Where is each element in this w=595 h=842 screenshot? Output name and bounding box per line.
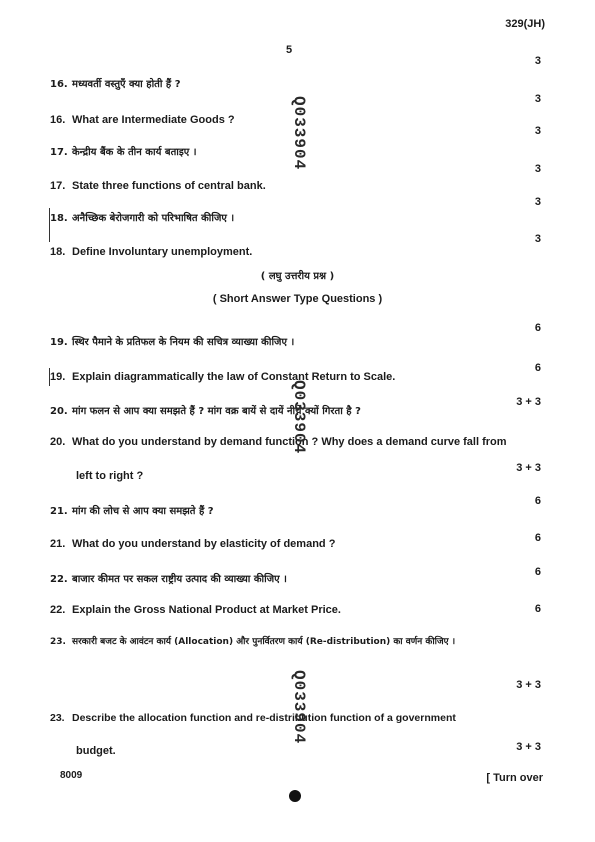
question-22-hindi: 22. बाजार कीमत पर सकल राष्ट्रीय उत्पाद की व्याख्या कीजिए । [50,574,287,585]
question-19-english: 19. Explain diagrammatically the law of Constant Return to Scale. [50,371,396,383]
section-heading-hindi: ( लघु उत्तरीय प्रश्न ) [260,271,335,282]
question-18-english: 18. Define Involuntary unemployment. [50,246,253,258]
marks-q21e: 6 [534,532,541,544]
marks-q22h: 6 [534,566,541,578]
footer-code: 8009 [60,770,83,781]
marks-q23h: 3 + 3 [516,679,541,691]
question-16-english: 16. What are Intermediate Goods ? [50,114,235,126]
question-20-hindi: 20. मांग फलन से आप क्या समझते हैं ? मांग वक्र बायें से दायें नीचे क्यों गिरता है ? [50,406,361,417]
marks-q20e: 3 + 3 [516,462,541,474]
punch-hole-dot [289,790,301,802]
marks-q16e: 3 [534,93,541,105]
question-16-hindi: 16. मध्यवर्ती वस्तुएँ क्या होती हैं ? [50,79,181,90]
question-19-hindi: 19. स्थिर पैमाने के प्रतिफल के नियम की सचित्र व्याख्या कीजिए । [50,337,295,348]
marks-q23e: 3 + 3 [516,741,541,753]
question-18-hindi: 18. अनैच्छिक बेरोजगारी को परिभाषित कीजिए । [50,213,235,224]
question-17-hindi: 17. केन्द्रीय बैंक के तीन कार्य बताइए । [50,147,197,158]
marks-q19e: 6 [534,362,541,374]
question-23-hindi: 23. सरकारी बजट के आवंटन कार्य (Allocation) और पुनर्वितरण कार्य (Re-distribution) का वर्णन कीजिए । [50,637,456,647]
marks-q17h: 3 [534,125,541,137]
marks-q21h: 6 [534,495,541,507]
page-number: 5 [286,44,293,56]
question-20-english-continued: left to right ? [76,470,144,482]
marks-q18h: 3 [534,196,541,208]
question-21-hindi: 21. मांग की लोच से आप क्या समझते हैं ? [50,506,214,517]
marks-q22e: 6 [534,603,541,615]
section-heading-english: ( Short Answer Type Questions ) [212,293,383,305]
marks-q20h: 3 + 3 [516,396,541,408]
question-23-english-continued: budget. [76,745,116,757]
marks-q18e: 3 [534,233,541,245]
watermark-stamp: Q033904 [290,96,308,171]
question-22-english: 22. Explain the Gross National Product at Market Price. [50,604,341,616]
marks-q17e: 3 [534,163,541,175]
watermark-stamp: Q033904 [290,670,308,745]
paper-code: 329(JH) [505,18,545,30]
question-21-english: 21. What do you understand by elasticity of demand ? [50,538,336,550]
turn-over-note: [ Turn over [486,772,543,784]
question-17-english: 17. State three functions of central bank. [50,180,266,192]
question-23-english: 23. Describe the allocation function and re-distribution function of a government [50,712,456,724]
question-20-english: 20. What do you understand by demand function ? Why does a demand curve fall from [50,436,507,448]
marks-q19h: 6 [534,322,541,334]
watermark-stamp: Q033904 [290,380,308,455]
marks-q16h: 3 [534,55,541,67]
